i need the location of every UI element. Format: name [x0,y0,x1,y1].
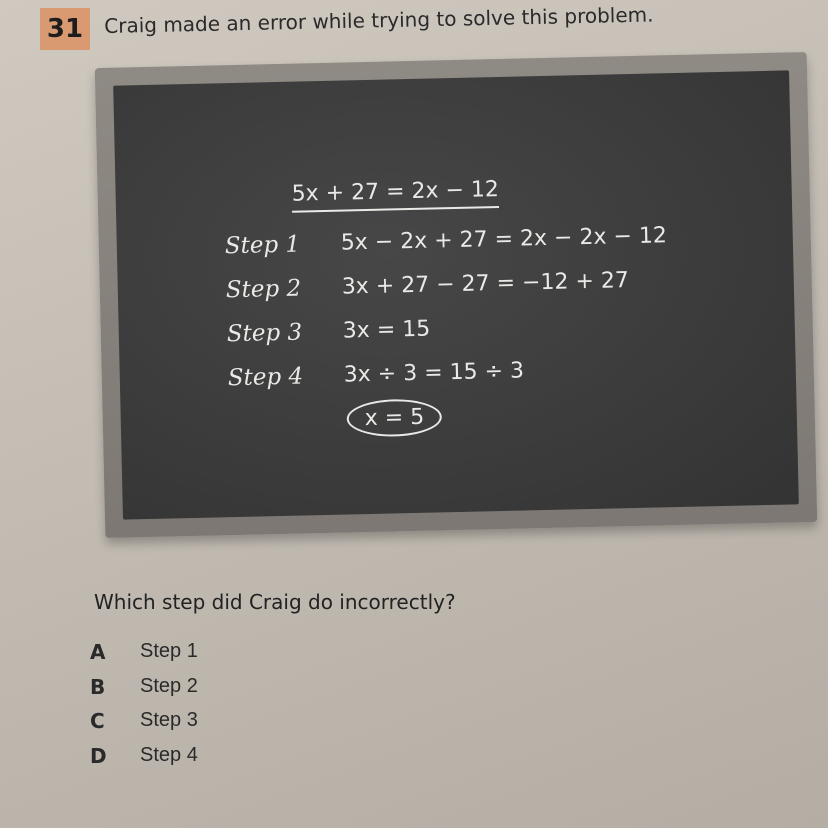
choice-letter: B [90,675,106,699]
step-expression: 3x ÷ 3 = 15 ÷ 3 [343,358,525,388]
question-ask: Which step did Craig do incorrectly? [94,590,456,614]
choice-letter: A [90,640,106,664]
problem-equation: 5x + 27 = 2x − 12 [291,177,499,213]
choice-text: Step 3 [140,709,198,731]
step-expression: 5x − 2x + 27 = 2x − 2x − 12 [340,223,668,256]
step-label: Step 1 [224,231,301,260]
choice-letter: C [90,709,105,733]
choice-text: Step 4 [140,744,198,766]
choice-letter: D [90,744,107,768]
circled-answer: x = 5 [346,398,442,437]
step-label: Step 4 [227,363,304,392]
choice-text: Step 1 [140,640,198,662]
chalkboard-frame [95,52,817,538]
question-prompt: Craig made an error while trying to solve this problem. [104,2,654,38]
step-expression: 3x + 27 − 27 = −12 + 27 [341,268,630,300]
step-expression: 3x = 15 [342,316,431,344]
question-number: 31 [40,8,90,50]
step-label: Step 3 [226,319,303,348]
choice-text: Step 2 [140,675,198,697]
step-label: Step 2 [225,275,302,304]
chalkboard [113,70,799,519]
